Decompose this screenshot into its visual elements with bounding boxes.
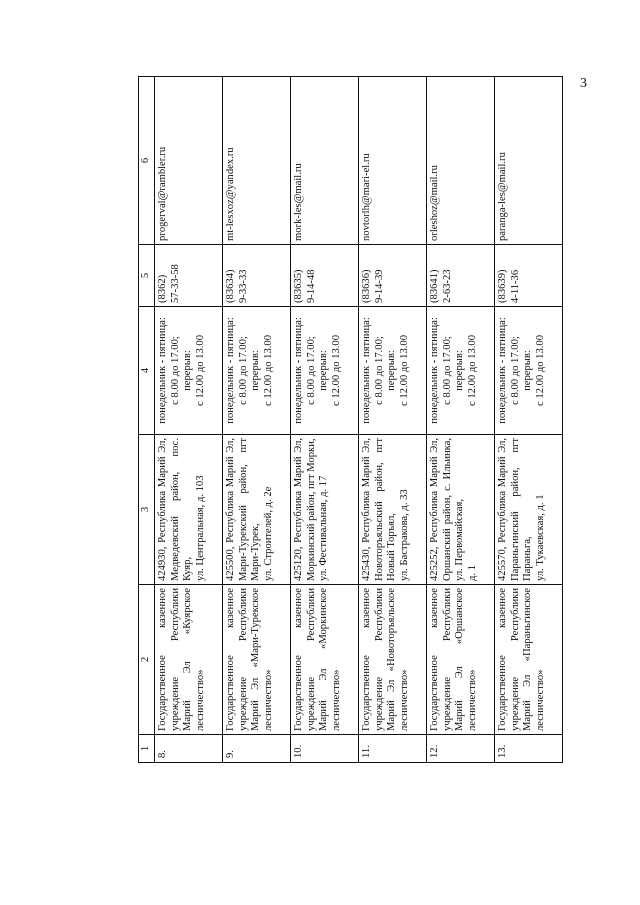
column-header: 6 xyxy=(139,77,155,245)
phone: (83635) 9-14-48 xyxy=(291,245,359,307)
email: paranga-les@mail.ru xyxy=(495,77,563,245)
email: novtorlh@mari-el.ru xyxy=(359,77,427,245)
row-number: 10. xyxy=(291,735,359,763)
address: 424930, Республика Марий Эл, Медведевский район, пос. Куяр, ул. Центральная, д. 103 xyxy=(155,435,223,585)
phone: (83641) 2-63-23 xyxy=(427,245,495,307)
column-header: 3 xyxy=(139,435,155,585)
phone: (83639) 4-11-36 xyxy=(495,245,563,307)
working-hours: понедельник - пятница: с 8.00 до 17.00; перерыв: с 12.00 до 13.00 xyxy=(291,307,359,435)
table-row xyxy=(359,77,427,763)
row-number: 11. xyxy=(359,735,427,763)
phone: (83634) 9-33-33 xyxy=(223,245,291,307)
row-number: 8. xyxy=(155,735,223,763)
phone: (83636) 9-14-39 xyxy=(359,245,427,307)
working-hours: понедельник - пятница: с 8.00 до 17.00; перерыв: с 12.00 до 13.00 xyxy=(495,307,563,435)
row-number: 12. xyxy=(427,735,495,763)
forestry-table xyxy=(138,76,563,763)
working-hours: понедельник - пятница: с 8.00 до 17.00; перерыв: с 12.00 до 13.00 xyxy=(155,307,223,435)
institution-name: Государственное казенное учреждение Республики Марий Эл «Параньгинское лесничество» xyxy=(495,585,563,735)
table-row xyxy=(155,77,223,763)
row-number: 9. xyxy=(223,735,291,763)
email: progerval@rambler.ru xyxy=(155,77,223,245)
institution-name: Государственное казенное учреждение Республики Марий Эл «Мари-Турекское лесничество» xyxy=(223,585,291,735)
column-header: 1 xyxy=(139,735,155,763)
address: 425120, Республика Марий Эл, Моркинский район, пгт Морки, ул. Фестивальная, д. 17 xyxy=(291,435,359,585)
address: 425570, Республика Марий Эл, Параньгинский район, пгт Параньга, ул. Тукаевская, д. 1 xyxy=(495,435,563,585)
column-header: 5 xyxy=(139,245,155,307)
address: 425430, Республика Марий Эл, Новоторъяльский район, пгт Новый Торъял, ул. Бастракова, д. 33 xyxy=(359,435,427,585)
column-header: 2 xyxy=(139,585,155,735)
institution-name: Государственное казенное учреждение Республики Марий Эл «Куярское лесничество» xyxy=(155,585,223,735)
table-row xyxy=(495,77,563,763)
address: 425500, Республика Марий Эл, Мари-Турекский район, пгт Мари-Турек, ул. Строителей, д. 2е xyxy=(223,435,291,585)
column-header: 4 xyxy=(139,307,155,435)
working-hours: понедельник - пятница: с 8.00 до 17.00; перерыв: с 12.00 до 13.00 xyxy=(427,307,495,435)
table-row xyxy=(223,77,291,763)
address: 425252, Республика Марий Эл, Оршанский район, с. Ильинка, ул. Первомайская, д. 1 xyxy=(427,435,495,585)
table-row xyxy=(291,77,359,763)
row-number: 13. xyxy=(495,735,563,763)
email: mork-les@mail.ru xyxy=(291,77,359,245)
phone: (8362) 57-33-58 xyxy=(155,245,223,307)
email: orleshoz@mail.ru xyxy=(427,77,495,245)
email: mt-lesxoz@yandex.ru xyxy=(223,77,291,245)
institution-name: Государственное казенное учреждение Республики Марий Эл «Оршанское лесничество» xyxy=(427,585,495,735)
table-row xyxy=(427,77,495,763)
working-hours: понедельник - пятница: с 8.00 до 17.00; перерыв: с 12.00 до 13.00 xyxy=(223,307,291,435)
institution-name: Государственное казенное учреждение Республики Марий Эл «Моркинское лесничество» xyxy=(291,585,359,735)
working-hours: понедельник - пятница: с 8.00 до 17.00; перерыв: с 12.00 до 13.00 xyxy=(359,307,427,435)
institution-name: Государственное казенное учреждение Республики Марий Эл «Новоторъяльское лесничество» xyxy=(359,585,427,735)
header-row xyxy=(139,77,155,763)
rotated-table-wrapper xyxy=(138,77,558,763)
page-number: 3 xyxy=(580,76,587,91)
